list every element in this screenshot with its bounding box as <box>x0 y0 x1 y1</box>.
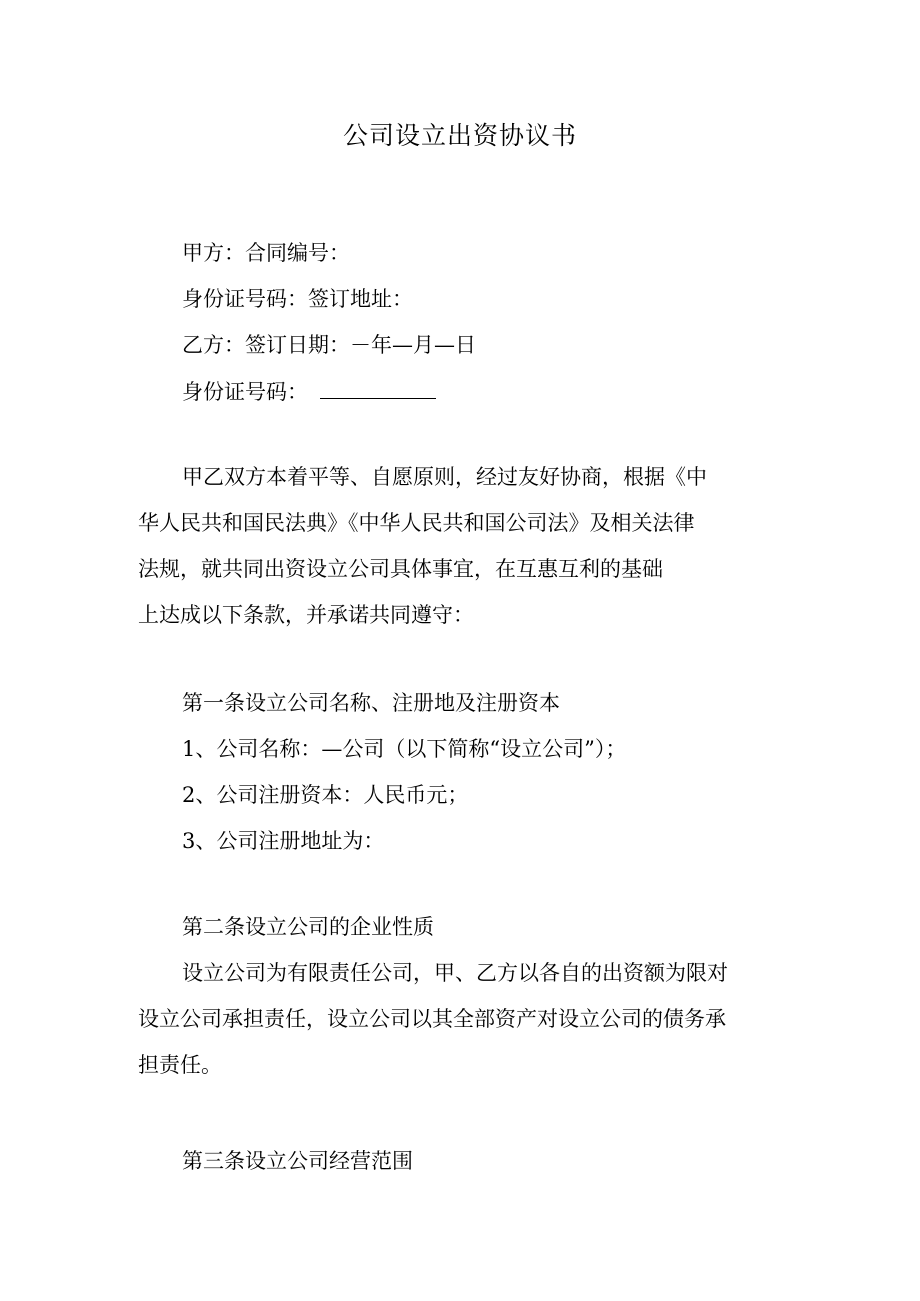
article1-item: 1、公司名称：—公司（以下简称“设立公司”）； <box>182 737 627 761</box>
article2-body-line: 担责任。 <box>138 1053 222 1077</box>
article2-body-line: 设立公司为有限责任公司，甲、乙方以各自的出资额为限对 <box>182 961 728 985</box>
preamble-line: 甲乙双方本着平等、自愿原则，经过友好协商，根据《中 <box>182 465 707 489</box>
preamble-line: 华人民共和国民法典》《中华人民共和国公司法》及相关法律 <box>138 511 695 535</box>
article1-heading: 第一条设立公司名称、注册地及注册资本 <box>182 691 560 715</box>
article2-heading: 第二条设立公司的企业性质 <box>182 915 434 939</box>
preamble-line: 法规，就共同出资设立公司具体事宜，在互惠互利的基础 <box>138 557 663 581</box>
blank-underline <box>320 376 436 399</box>
preamble-line: 上达成以下条款，并承诺共同遵守： <box>138 603 474 627</box>
article1-item: 3、公司注册地址为： <box>182 829 385 853</box>
party-b-field: 乙方：签订日期：－年—月—日 <box>182 333 476 357</box>
document-title: 公司设立出资协议书 <box>342 121 577 150</box>
article2-body-line: 设立公司承担责任，设立公司以其全部资产对设立公司的债务承 <box>138 1007 726 1031</box>
id-number-label: 身份证号码： <box>182 380 308 404</box>
id-number-field-b <box>182 376 436 407</box>
id-number-field-a: 身份证号码：签订地址： <box>182 287 413 311</box>
article3-heading: 第三条设立公司经营范围 <box>182 1149 413 1173</box>
article1-item: 2、公司注册资本：人民币元； <box>182 783 469 807</box>
party-a-field: 甲方：合同编号： <box>182 241 350 265</box>
